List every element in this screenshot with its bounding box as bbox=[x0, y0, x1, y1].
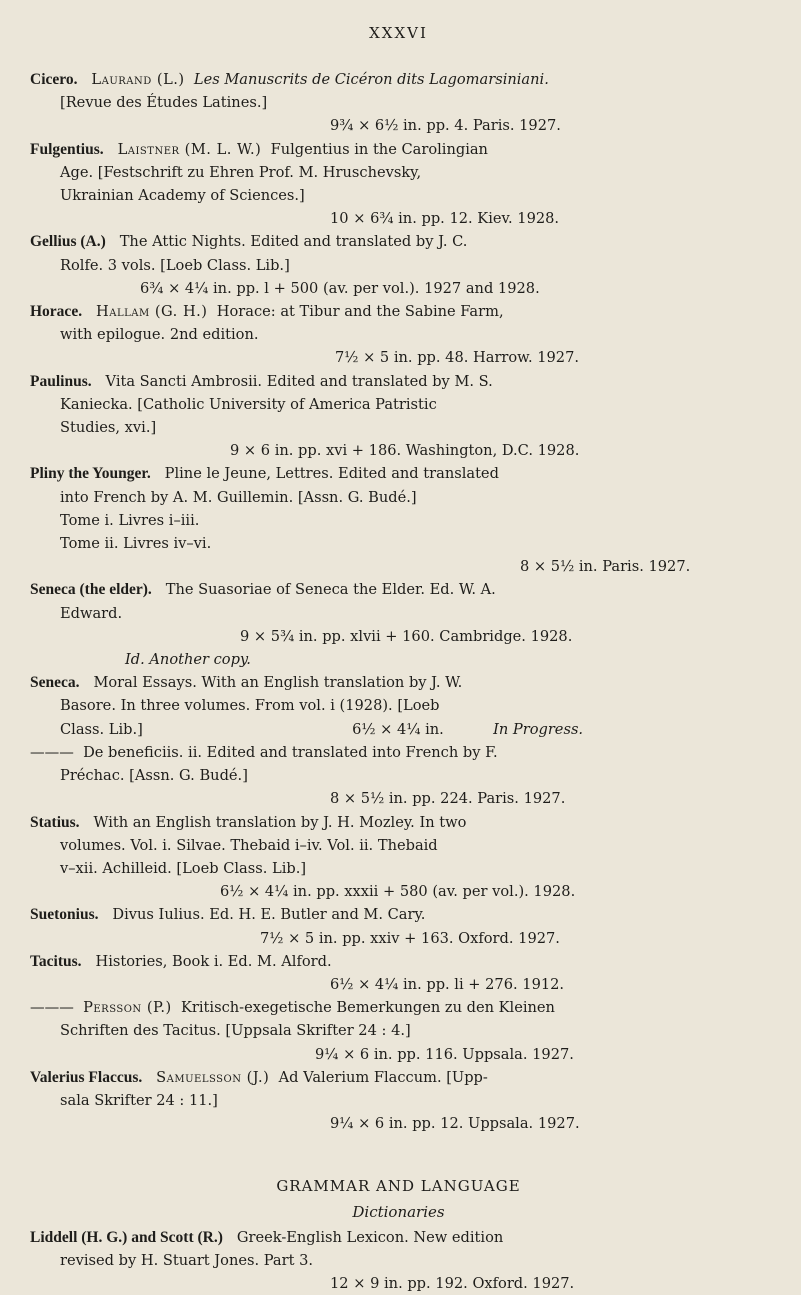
entry-line: volumes. Vol. i. Silvae. Thebaid i–iv. Vol. ii. Thebaid bbox=[60, 836, 438, 854]
entry-line: Basore. In three volumes. From vol. i (1928). [Loeb bbox=[60, 697, 440, 715]
entry-heading: Liddell (H. G.) and Scott (R.) bbox=[30, 1228, 223, 1246]
entry-heading: Fulgentius. bbox=[30, 140, 104, 158]
entry-fulgentius bbox=[30, 138, 767, 231]
entry-valerius-flaccus bbox=[30, 1066, 767, 1136]
entry-seneca-elder bbox=[30, 578, 767, 671]
entry-title: De beneficiis. ii. Edited and translated into French by F. bbox=[83, 743, 498, 761]
page-number: XXXVI bbox=[369, 24, 428, 42]
entry-line: into French by A. M. Guillemin. [Assn. G. Budé.] bbox=[60, 488, 417, 506]
entry-heading: Seneca. bbox=[30, 674, 80, 692]
entry-tacitus bbox=[30, 950, 767, 996]
entry-author: Samuelsson (J.) bbox=[156, 1068, 270, 1086]
entry-heading: Tacitus. bbox=[30, 952, 82, 970]
entry-title: Divus Iulius. Ed. H. E. Butler and M. Cary. bbox=[112, 906, 426, 924]
entry-liddell-scott bbox=[30, 1226, 767, 1295]
entry-suetonius bbox=[30, 903, 767, 949]
entry-edition: 7½ × 5 in. pp. xxiv + 163. Oxford. 1927. bbox=[260, 929, 560, 947]
entry-dash: ——— bbox=[30, 743, 74, 761]
entry-edition: 9¾ × 6½ in. pp. 4. Paris. 1927. bbox=[330, 117, 561, 135]
entry-line: with epilogue. 2nd edition. bbox=[60, 326, 259, 344]
entry-edition: 9¼ × 6 in. pp. 12. Uppsala. 1927. bbox=[330, 1115, 580, 1133]
entry-title: Moral Essays. With an English translation by J. W. bbox=[93, 674, 463, 692]
entry-title: Vita Sancti Ambrosii. Edited and translated by M. S. bbox=[105, 372, 493, 390]
entry-line: Studies, xvi.] bbox=[60, 419, 157, 437]
entry-heading: Pliny the Younger. bbox=[30, 465, 151, 483]
entry-copy-note: Id. Another copy. bbox=[125, 651, 251, 669]
entry-title: The Suasoriae of Seneca the Elder. Ed. W. A. bbox=[165, 581, 496, 599]
entry-heading: Cicero. bbox=[30, 71, 78, 88]
entry-horace bbox=[30, 300, 767, 370]
entry-title: Horace: at Tibur and the Sabine Farm, bbox=[216, 303, 504, 321]
entry-heading: Suetonius. bbox=[30, 906, 99, 924]
entry-heading: Valerius Flaccus. bbox=[30, 1068, 143, 1086]
entry-title: Les Manuscrits de Cicéron dits Lagomarsiniani. bbox=[193, 71, 549, 88]
entry-volume: Tome ii. Livres iv–vi. bbox=[60, 535, 212, 553]
entry-edition: 9¼ × 6 in. pp. 116. Uppsala. 1927. bbox=[315, 1045, 574, 1063]
entry-edition: 6¾ × 4¼ in. pp. l + 500 (av. per vol.). 1927 and 1928. bbox=[140, 279, 540, 297]
entry-author: Laistner (M. L. W.) bbox=[117, 140, 262, 158]
entry-line: revised by H. Stuart Jones. Part 3. bbox=[60, 1251, 314, 1269]
entry-edition: 8 × 5½ in. pp. 224. Paris. 1927. bbox=[330, 790, 566, 808]
entry-line: Préchac. [Assn. G. Budé.] bbox=[60, 767, 248, 785]
entry-title: Greek-English Lexicon. New edition bbox=[236, 1228, 504, 1246]
subsection-heading: Dictionaries bbox=[352, 1202, 445, 1221]
entry-edition: 8 × 5½ in. Paris. 1927. bbox=[520, 558, 691, 576]
entry-heading: Statius. bbox=[30, 813, 80, 831]
entry-line: Ukrainian Academy of Sciences.] bbox=[60, 187, 305, 205]
entry-heading: Gellius (A.) bbox=[30, 233, 106, 251]
entry-line: v–xii. Achilleid. [Loeb Class. Lib.] bbox=[60, 859, 307, 877]
entry-line: Kaniecka. [Catholic University of America Patristic bbox=[60, 395, 437, 413]
entry-author: Persson (P.) bbox=[83, 999, 172, 1017]
entry-statius bbox=[30, 811, 767, 904]
section-heading: GRAMMAR AND LANGUAGE bbox=[276, 1177, 521, 1196]
entry-title: Kritisch-exegetische Bemerkungen zu den Kleinen bbox=[181, 999, 555, 1017]
entry-edition: 7½ × 5 in. pp. 48. Harrow. 1927. bbox=[335, 349, 579, 367]
entry-gellius bbox=[30, 230, 767, 300]
entry-title: The Attic Nights. Edited and translated by J. C. bbox=[119, 233, 468, 251]
entry-edition: 10 × 6¾ in. pp. 12. Kiev. 1928. bbox=[330, 210, 560, 228]
entry-title: Histories, Book i. Ed. M. Alford. bbox=[95, 952, 332, 970]
entry-edition: 12 × 9 in. pp. 192. Oxford. 1927. bbox=[330, 1275, 575, 1293]
entry-pliny bbox=[30, 462, 767, 578]
entry-title: With an English translation by J. H. Mozley. In two bbox=[93, 813, 467, 831]
entry-edition: 6½ × 4¼ in. bbox=[352, 720, 444, 738]
entry-line: Edward. bbox=[60, 604, 123, 622]
entry-title: Ad Valerium Flaccum. [Upp- bbox=[278, 1068, 488, 1086]
entry-line: Age. [Festschrift zu Ehren Prof. M. Hruschevsky, bbox=[60, 163, 422, 181]
entry-paulinus bbox=[30, 370, 767, 463]
entry-title: Pline le Jeune, Lettres. Edited and translated bbox=[164, 465, 499, 483]
entry-author: Laurand (L.) bbox=[91, 71, 185, 88]
entry-heading: Paulinus. bbox=[30, 372, 92, 390]
entry-author: Hallam (G. H.) bbox=[96, 303, 208, 321]
entry-volume: Tome i. Livres i–iii. bbox=[60, 511, 200, 529]
entry-list bbox=[30, 68, 767, 1295]
entry-edition: 6½ × 4¼ in. pp. xxxii + 580 (av. per vol.). 1928. bbox=[220, 883, 576, 901]
entry-heading: Seneca (the elder). bbox=[30, 581, 152, 599]
entry-line: Schriften des Tacitus. [Uppsala Skrifter 24 : 4.] bbox=[60, 1022, 411, 1040]
entry-edition: 9 × 5¾ in. pp. xlvii + 160. Cambridge. 1928. bbox=[240, 627, 573, 645]
entry-heading: Horace. bbox=[30, 303, 83, 321]
entry-title: Fulgentius in the Carolingian bbox=[270, 140, 488, 158]
entry-edition: 9 × 6 in. pp. xvi + 186. Washington, D.C. 1928. bbox=[230, 442, 580, 460]
entry-dash: ——— bbox=[30, 999, 74, 1017]
entry-de-beneficiis bbox=[30, 741, 767, 811]
entry-status: In Progress. bbox=[493, 720, 584, 738]
entry-line: Class. Lib.] bbox=[60, 720, 143, 738]
entry-seneca bbox=[30, 671, 767, 741]
entry-line: Rolfe. 3 vols. [Loeb Class. Lib.] bbox=[60, 256, 290, 274]
entry-persson bbox=[30, 996, 767, 1066]
entry-line: [Revue des Études Latines.] bbox=[60, 94, 268, 112]
entry-line: sala Skrifter 24 : 11.] bbox=[60, 1091, 218, 1109]
entry-cicero bbox=[30, 68, 767, 138]
entry-edition: 6½ × 4¼ in. pp. li + 276. 1912. bbox=[330, 975, 565, 993]
